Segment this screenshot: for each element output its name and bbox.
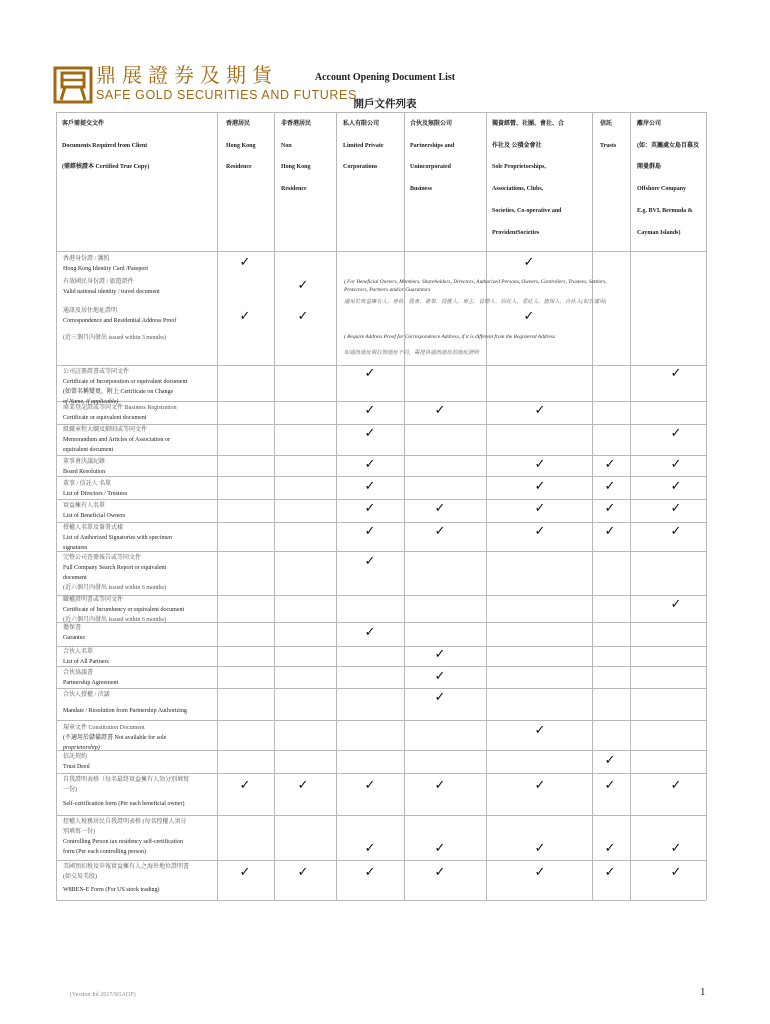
check-mark-icon: ✓ (523, 309, 535, 324)
check-mark-icon: ✓ (670, 778, 682, 793)
note-address-cn: 如通訊地址與註冊地址不同，需提供通訊地址的地址證明 (344, 350, 479, 356)
row-national-id: 有效國民身份證 / 旅遊證件 Valid national identity / travel document (63, 279, 160, 295)
check-mark-icon: ✓ (364, 865, 376, 880)
check-mark-icon: ✓ (670, 524, 682, 539)
check-mark-icon: ✓ (364, 403, 376, 418)
note-beneficial-cn: 適用於實益擁有人、會員、股東、董事、授權人、東主、管理人、信託人、委託人、擔保人、合伙人(如有適用) (344, 299, 607, 305)
check-mark-icon: ✓ (239, 309, 251, 324)
check-mark-icon: ✓ (297, 865, 309, 880)
row-address-proof-note: (近三個月內發出 issued within 3 months) (63, 335, 166, 341)
check-mark-icon: ✓ (670, 457, 682, 472)
row-partners: 合伙人名單 List of All Partners (63, 649, 109, 665)
header-col5-en: Sole Proprietorships, (492, 164, 546, 170)
check-mark-icon: ✓ (364, 778, 376, 793)
header-col4-cn: 合伙及無限公司 (410, 121, 453, 127)
check-mark-icon: ✓ (239, 778, 251, 793)
check-mark-icon: ✓ (604, 501, 616, 516)
row-guarantee: 擔保書 Gurantee (63, 625, 85, 641)
row-hkid: 香港身份證 / 護照 Hong Kong Identity Card /Passport (63, 256, 148, 272)
check-mark-icon: ✓ (604, 457, 616, 472)
row-controlling-person: 控權人稅務居民自我證明表格 (每名控權人須分 別填寫一份) Controlling Person tax residency self-certification form (Per each controlling person) (63, 819, 187, 855)
header-col3-en: Limited Private (343, 143, 384, 149)
check-mark-icon: ✓ (604, 778, 616, 793)
check-mark-icon: ✓ (534, 457, 546, 472)
check-mark-icon: ✓ (670, 597, 682, 612)
check-mark-icon: ✓ (239, 255, 251, 270)
check-mark-icon: ✓ (364, 457, 376, 472)
check-mark-icon: ✓ (670, 501, 682, 516)
check-mark-icon: ✓ (239, 865, 251, 880)
row-trust-deed: 信託契約 Trust Deed (63, 754, 90, 770)
header-col4-en3: Business (410, 186, 433, 192)
header-col1-en2: Residence (226, 164, 252, 170)
check-mark-icon: ✓ (534, 865, 546, 880)
check-mark-icon: ✓ (297, 309, 309, 324)
document-title-en: Account Opening Document List (314, 72, 456, 83)
check-mark-icon: ✓ (534, 479, 546, 494)
header-col0-en: Documents Required from Client (62, 143, 148, 149)
header-col2-en3: Residence (281, 186, 307, 192)
header-col1-cn: 香港居民 (226, 121, 251, 127)
check-mark-icon: ✓ (604, 524, 616, 539)
row-directors: 董事 / 信託人 名單 List of Directors / Trustees (63, 481, 128, 497)
document-title-cn: 開戶文件列表 (353, 99, 417, 110)
header-col7-en2: E.g. BVI, Bermuda & (637, 208, 693, 214)
row-company-search: 完整公司查冊報告或等同文件 Full Company Search Report or equivalent document (近六個月內發出 issued within 6 months) (63, 555, 167, 591)
header-col7-cn3: 開曼群島 (637, 164, 662, 170)
row-beneficial-owners: 實益擁有人名單 List of Beneficial Owners (63, 503, 126, 519)
check-mark-icon: ✓ (434, 690, 446, 705)
check-mark-icon: ✓ (364, 841, 376, 856)
check-mark-icon: ✓ (364, 366, 376, 381)
check-mark-icon: ✓ (364, 501, 376, 516)
check-mark-icon: ✓ (364, 426, 376, 441)
header-col5-cn: 獨資經營、社團、會社、合 (492, 121, 565, 127)
company-name-cn: 鼎展證券及期貨 (96, 63, 278, 87)
header-col1-en: Hong Kong (226, 143, 256, 149)
header-col3-cn: 私人有限公司 (343, 121, 380, 127)
header-col7-cn2: (如：英屬處女島百慕及 (637, 143, 699, 149)
check-mark-icon: ✓ (434, 524, 446, 539)
row-memorandum: 組織章程大綱及細則或等同文件 Memorandum and Articles of Association or equivalent document (63, 427, 170, 453)
check-mark-icon: ✓ (604, 841, 616, 856)
page-number: 1 (700, 986, 706, 998)
company-name-en: SAFE GOLD SECURITIES AND FUTURES (96, 88, 357, 102)
check-mark-icon: ✓ (434, 778, 446, 793)
header-col4-en2: Unincorporated (410, 164, 451, 170)
row-partnership-mandate: 合伙人授權 / 決議 Mandate / Resolution from Partnership Authorizing (63, 692, 187, 714)
header-col2-en2: Hong Kong (281, 164, 311, 170)
check-mark-icon: ✓ (670, 865, 682, 880)
check-mark-icon: ✓ (534, 501, 546, 516)
check-mark-icon: ✓ (523, 255, 535, 270)
header-col5-en2: Associations, Clubs, (492, 186, 544, 192)
header-col5-en4: ProvidentSocieties (492, 230, 540, 236)
header-col3-en2: Corporations (343, 164, 378, 170)
check-mark-icon: ✓ (670, 366, 682, 381)
row-business-registration: 商業登記證或等同文件 Business Registration Certificate or equivalent document (63, 405, 177, 421)
header-col7-cn: 離岸公司 (637, 121, 662, 127)
header-col5-en3: Societies, Co-operative and (492, 208, 562, 214)
check-mark-icon: ✓ (670, 426, 682, 441)
check-mark-icon: ✓ (534, 524, 546, 539)
header-col0-note: (需經核證本 Certified True Copy) (62, 164, 150, 170)
check-mark-icon: ✓ (670, 479, 682, 494)
check-mark-icon: ✓ (534, 778, 546, 793)
header-col6-en: Trusts (600, 143, 617, 149)
header-col5-cn2: 作社及 公積金會社 (492, 143, 542, 149)
row-incumbency: 職權證明書或等同文件 Certificate of Incumbency or equivalent document (近六個月內發出 issued within 6 months) (63, 597, 185, 623)
check-mark-icon: ✓ (434, 865, 446, 880)
check-mark-icon: ✓ (604, 865, 616, 880)
check-mark-icon: ✓ (364, 524, 376, 539)
header-col2-en: Non (281, 143, 292, 149)
row-board-resolution: 董事會決議紀錄 Board Resolution (63, 459, 106, 475)
check-mark-icon: ✓ (434, 647, 446, 662)
check-mark-icon: ✓ (434, 501, 446, 516)
header-col6-cn: 信託 (600, 121, 613, 127)
row-self-cert: 自我證明表格（每名最終實益擁有人須分別填寫 一份) Self-certification form (Per each beneficial owner) (63, 777, 190, 807)
row-authorized-signatories: 授權人名單及簽署式樣 List of Authorized Signatories with specimen signatures (63, 525, 172, 551)
header-col4-en: Partnerships and (410, 143, 455, 149)
check-mark-icon: ✓ (364, 479, 376, 494)
note-beneficial-en: ( For Beneficial Owners, Members, Shareholders, Directors, Authorized Persons, Owners, Controllers, Trustees, Settlors, (344, 279, 607, 285)
header-col0-cn: 客戶需提交文件 (62, 121, 105, 127)
row-constitution: 規章文件 Constitution Document (不適用於儲備證書 Not available for sole proprietorship) (63, 725, 167, 751)
header-col7-en: Offshore Company (637, 186, 687, 192)
check-mark-icon: ✓ (297, 778, 309, 793)
check-mark-icon: ✓ (604, 753, 616, 768)
check-mark-icon: ✓ (434, 669, 446, 684)
check-mark-icon: ✓ (364, 625, 376, 640)
check-mark-icon: ✓ (364, 554, 376, 569)
check-mark-icon: ✓ (534, 841, 546, 856)
check-mark-icon: ✓ (534, 403, 546, 418)
check-mark-icon: ✓ (297, 278, 309, 293)
check-mark-icon: ✓ (434, 841, 446, 856)
note-address-en: ( Require Address Proof for Correspondence Address, if it is different from the Registered Address (344, 334, 555, 340)
check-mark-icon: ✓ (670, 841, 682, 856)
header-col7-en3: Cayman Islands) (637, 230, 681, 236)
check-mark-icon: ✓ (434, 403, 446, 418)
row-address-proof: 通訊及居住地址證明 Correspondence and Residential Address Proof (63, 308, 177, 324)
note-beneficial-en2: Protectors, Partners and/or Guarantors (344, 287, 431, 293)
row-w8ben: 美國預扣稅及申報實益擁有人之海外地位證明書 (如交易美股) W8BEN-E Form (For US stock trading) (63, 864, 190, 893)
check-mark-icon: ✓ (604, 479, 616, 494)
check-mark-icon: ✓ (534, 723, 546, 738)
header-col2-cn: 非香港居民 (281, 121, 312, 127)
row-partnership-agreement: 合伙協議書 Partnership Agreement (63, 670, 119, 686)
version-footer: (Version Jul 2017/SGAOF) (70, 992, 136, 998)
row-incorporation: 公司註冊證書或等同文件 Certificate of Incorporation or equivalent document (如曾名稱變更，附上 Certificate on Change of Name, if applicable) (63, 369, 188, 405)
